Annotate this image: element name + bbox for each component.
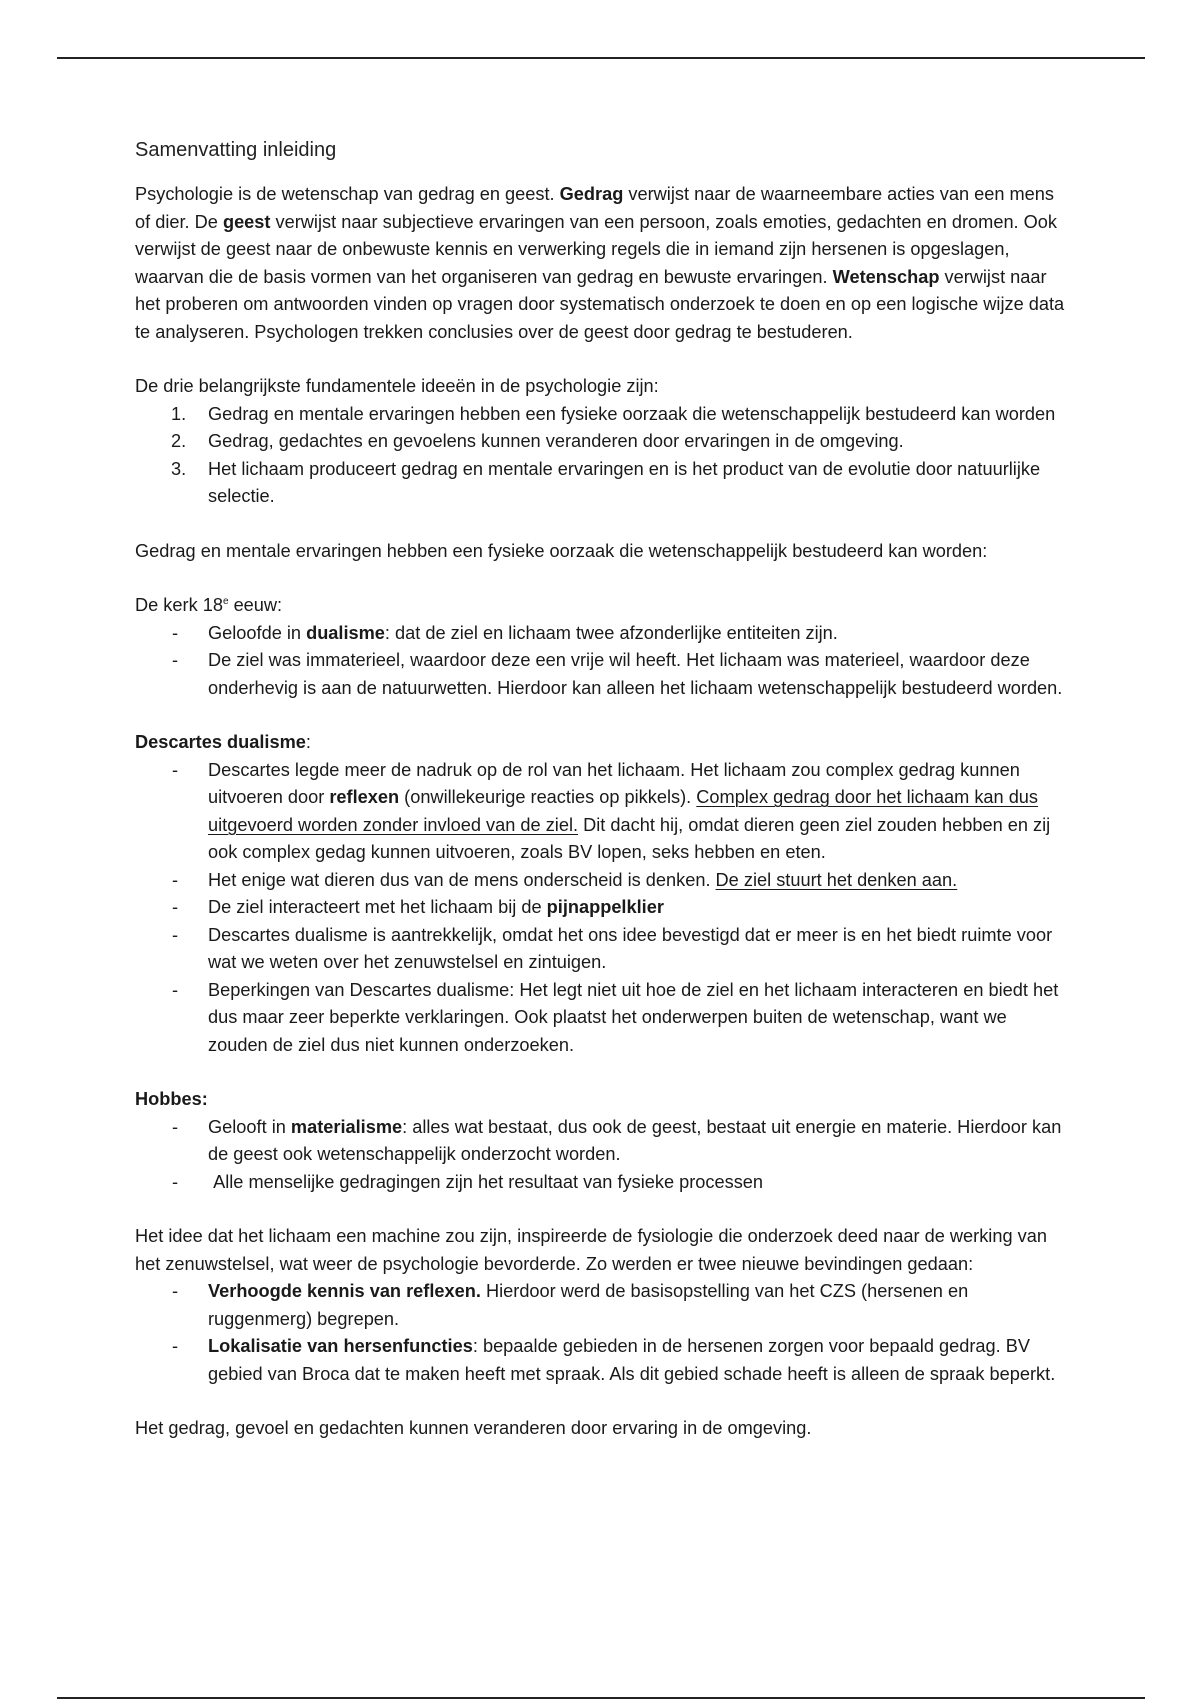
dash-bullet: -: [172, 1336, 179, 1356]
underlined-text: Complex gedrag door het lichaam kan dus uitgevoerd worden zonder invloed van de ziel.: [208, 787, 1039, 835]
term-reflexen: reflexen: [329, 787, 400, 807]
list-item: [135, 1333, 1065, 1388]
list-item-text: Descartes legde meer de nadruk op de rol van het lichaam. Het lichaam zou complex gedrag kunnen uitvoeren door: [208, 759, 1020, 807]
term-geest: geest: [222, 211, 271, 232]
intro-text: verwijst naar de waarneembare acties van een mens of dier. De: [135, 184, 1055, 232]
ideas-list: [135, 401, 1065, 511]
intro-text: Psychologie is de wetenschap van gedrag en geest.: [135, 184, 560, 204]
cause-heading: Gedrag en mentale ervaringen hebben een fysieke oorzaak die wetenschappelijk bestudeerd kan worden:: [135, 540, 988, 561]
term-gedrag: Gedrag: [559, 184, 624, 204]
intro-text: verwijst naar subjectieve ervaringen van een persoon, zoals emoties, gedachten en dromen. Ook verwijst de geest naar de onbewuste kennis en verwerking regels die in iemand zijn hersenen is opgeslagen, waarvan die de basis vormen van het organiseren van gedrag en bewuste ervaringen.: [135, 211, 1058, 287]
document-body: [135, 136, 1065, 1443]
term-reflexen-kennis: Verhoogde kennis van reflexen.: [208, 1281, 481, 1301]
list-item-text: Geloofde in: [208, 622, 307, 643]
machine-lead: Het idee dat het lichaam een machine zou zijn, inspireerde de fysiologie die onderzoek deed naar de werking van het zenuwstelsel, wat weer de psychologie bevorderde. Zo werden er twee nieuwe bevindingen gedaan:: [135, 1226, 1047, 1274]
hobbes-lead: [135, 1086, 1065, 1114]
church-lead-text: eeuw:: [228, 595, 283, 615]
list-item-text: (onwillekeurige reacties op pikkels).: [399, 787, 697, 807]
list-item-text: Gelooft in: [208, 1116, 291, 1137]
list-item-text: Beperkingen van Descartes dualisme: Het legt niet uit hoe de ziel en het lichaam interacteren en biedt het dus maar zeer beperkte verklaringen. Ook plaatst het onderwerpen buiten de wetenschap, want we zouden de ziel dus niet kunnen onderzoeken.: [208, 979, 1059, 1055]
church-list: [135, 620, 1065, 703]
list-item-text: Het enige wat dieren dus van de mens onderscheid is denken.: [208, 869, 716, 890]
dash-bullet: -: [172, 1281, 179, 1301]
term-wetenschap: Wetenschap: [832, 266, 940, 287]
list-item: [135, 1278, 1065, 1333]
descartes-lead: [135, 729, 1065, 757]
list-item-text: Alle menselijke gedragingen zijn het resultaat van fysieke processen: [208, 1171, 764, 1192]
dash-bullet: -: [172, 759, 179, 780]
superscript: e: [222, 595, 229, 607]
list-number: 1.: [171, 403, 187, 424]
list-item-text: Dit dacht hij, omdat dieren geen ziel zouden hebben en zij ook complex gedag kunnen uitvoeren, zoals BV lopen, seks hebben en eten.: [208, 814, 1051, 862]
list-item-text: Hierdoor werd de basisopstelling van het CZS (hersenen en ruggenmerg) begrepen.: [208, 1281, 969, 1329]
term-pijnappelklier: pijnappelklier: [546, 897, 664, 917]
term-materialisme: materialisme: [290, 1116, 403, 1137]
list-item: [135, 1114, 1065, 1169]
descartes-heading: Descartes dualisme: [135, 732, 306, 752]
header-rule: [57, 57, 1145, 59]
dash-bullet: -: [172, 924, 179, 945]
list-item-text: De ziel interacteert met het lichaam bij de: [208, 897, 547, 917]
list-item-text: : dat de ziel en lichaam twee afzonderlijke entiteiten zijn.: [384, 622, 838, 643]
list-item-text: Gedrag en mentale ervaringen hebben een fysieke oorzaak die wetenschappelijk bestudeerd kan worden: [208, 403, 1056, 424]
church-lead-text: De kerk 18: [135, 595, 223, 615]
list-item-text: Gedrag, gedachtes en gevoelens kunnen veranderen door ervaringen in de omgeving.: [208, 431, 904, 451]
list-item-text: Het lichaam produceert gedrag en mentale ervaringen en is het product van de evolutie door natuurlijke selectie.: [208, 458, 1041, 506]
list-item: [135, 894, 1065, 922]
list-item: [135, 428, 1065, 456]
term-lokalisatie: Lokalisatie van hersenfuncties: [208, 1336, 473, 1356]
term-dualisme: dualisme: [306, 622, 385, 643]
list-item: [135, 1169, 1065, 1197]
list-item: [135, 977, 1065, 1060]
colon: :: [305, 732, 311, 752]
intro-text: verwijst naar het proberen om antwoorden vinden op vragen door systematisch onderzoek te doen en op een logische wijze data te analyseren. Psychologen trekken conclusies over de geest door gedrag te bestuderen.: [135, 266, 1065, 342]
footer-rule: [57, 1697, 1145, 1699]
list-item: [135, 647, 1065, 702]
list-item: [135, 620, 1065, 648]
dash-bullet: -: [172, 869, 179, 890]
list-item: [135, 922, 1065, 977]
dash-bullet: -: [172, 897, 179, 917]
page-title: Samenvatting inleiding: [135, 139, 337, 161]
dash-bullet: -: [172, 979, 179, 1000]
hobbes-heading: Hobbes:: [135, 1089, 208, 1109]
closing-paragraph: Het gedrag, gevoel en gedachten kunnen veranderen door ervaring in de omgeving.: [135, 1418, 812, 1438]
list-item: [135, 757, 1065, 867]
descartes-list: [135, 757, 1065, 1060]
list-item: [135, 456, 1065, 511]
list-item-text: : bepaalde gebieden in de hersenen zorgen voor bepaald gedrag. BV gebied van Broca dat te maken heeft met spraak. Als dit gebied schade heeft is alleen de spraak beperkt.: [208, 1336, 1056, 1384]
church-lead: [135, 592, 1065, 620]
intro-paragraph: [135, 181, 1065, 346]
list-number: 2.: [171, 431, 187, 451]
hobbes-list: [135, 1114, 1065, 1197]
underlined-text: De ziel stuurt het denken aan.: [715, 869, 958, 890]
dash-bullet: -: [172, 1116, 179, 1137]
machine-list: [135, 1278, 1065, 1388]
list-item-text: Descartes dualisme is aantrekkelijk, omdat het ons idee bevestigd dat er meer is en het biedt ruimte voor wat we weten over het zenuwstelsel en zintuigen.: [208, 924, 1053, 972]
list-item-text: : alles wat bestaat, dus ook de geest, bestaat uit energie en materie. Hierdoor kan de geest ook wetenschappelijk onderzocht worden.: [208, 1116, 1062, 1164]
list-number: 3.: [171, 458, 187, 479]
dash-bullet: -: [172, 622, 179, 643]
list-item: [135, 401, 1065, 429]
dash-bullet: -: [172, 650, 179, 670]
list-item-text: De ziel was immaterieel, waardoor deze een vrije wil heeft. Het lichaam was materieel, waardoor deze onderhevig is aan de natuurwetten. Hierdoor kan alleen het lichaam wetenschappelijk bestudeerd worden.: [208, 650, 1063, 698]
ideas-lead: De drie belangrijkste fundamentele ideeën in de psychologie zijn:: [135, 376, 659, 396]
list-item: [135, 867, 1065, 895]
dash-bullet: -: [172, 1171, 179, 1192]
